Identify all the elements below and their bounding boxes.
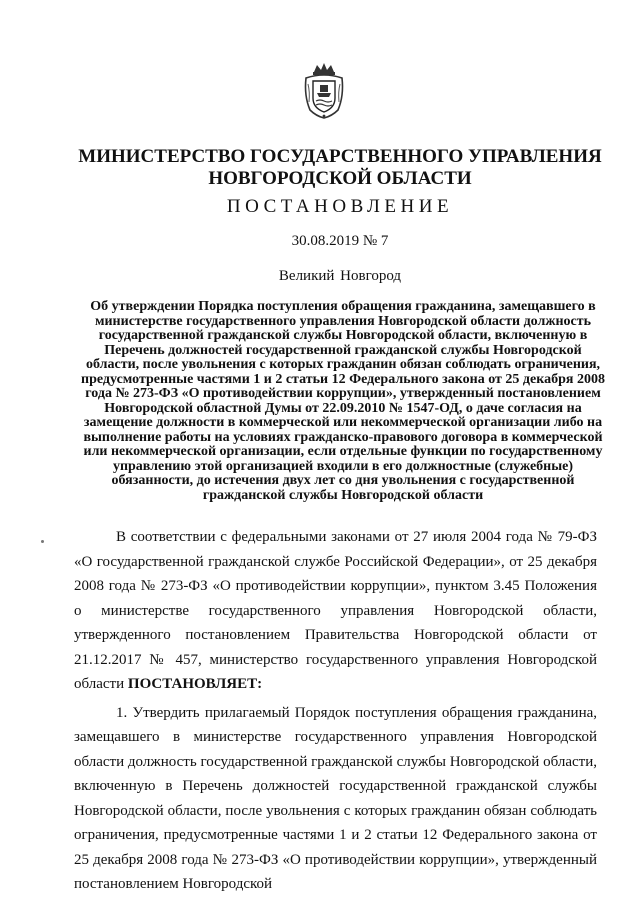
preamble-text: В соответствии с федеральными законами от 27 июля 2004 года № 79-ФЗ «О государственной гражданской службе Российской Федерации», от 25 декабря 2008 года № 273-ФЗ «О противодействии коррупции», пунктом 3.45 Положения о министерстве государственного управления Новгородской области, утвержденного постановлением Правительства Новгородской области от 21.12.2017 № 457, министерство государственного управления Новгородской области [74,529,597,692]
document-title: Об утверждении Порядка поступления обращения гражданина, замещавшего в министерстве государственного управления Новгородской области должность государственной гражданской службы Новгородской области, включенную в Перечень должностей государственной гражданской службы Новгородской области, после увольнения с которых гражданин обязан соблюдать ограничения, предусмотренные частями 1 и 2 статьи 12 Федерального закона от 25 декабря 2008 года № 273-ФЗ «О противодействии коррупции», утвержденный постановлением Новгородской областной Думы от 22.09.2010 № 1547-ОД, о даче согласия на замещение должности в коммерческой или некоммерческой организации либо на выполнение работы на условиях гражданско-правового договора в коммерческой или некоммерческой организации, если отдельные функции по государственному управлению этой организацией входили в его должностные (служебные) обязанности, до истечения двух лет со дня увольнения с государственной гражданской службы Новгородской области [81,299,605,503]
organization-name: МИНИСТЕРСТВО ГОСУДАРСТВЕННОГО УПРАВЛЕНИЯ НОВГОРОДСКОЙ ОБЛАСТИ [78,146,602,189]
item-1-paragraph: 1. Утвердить прилагаемый Порядок поступления обращения гражданина, замещавшего в министерстве государственного управления Новгородской области должность государственной гражданской службы Новгородской области, включенную в Перечень должностей государственной гражданской службы Новгородской области, после увольнения с которых гражданин обязан соблюдать ограничения, предусмотренные частями 1 и 2 статьи 12 Федерального закона от 25 декабря 2008 года № 273-ФЗ «О противодействии коррупции», утвержденный постановлением Новгородской [74,704,597,892]
coat-of-arms-icon [302,62,346,120]
preamble-paragraph [74,525,597,697]
document-body [74,525,597,897]
document-type: ПОСТАНОВЛЕНИЕ [226,196,454,217]
city-name: Великий Новгород [278,268,402,284]
date-number: 30.08.2019 № 7 [291,233,389,249]
decree-word: ПОСТАНОВЛЯЕТ: [127,676,263,692]
margin-dot [41,540,44,543]
